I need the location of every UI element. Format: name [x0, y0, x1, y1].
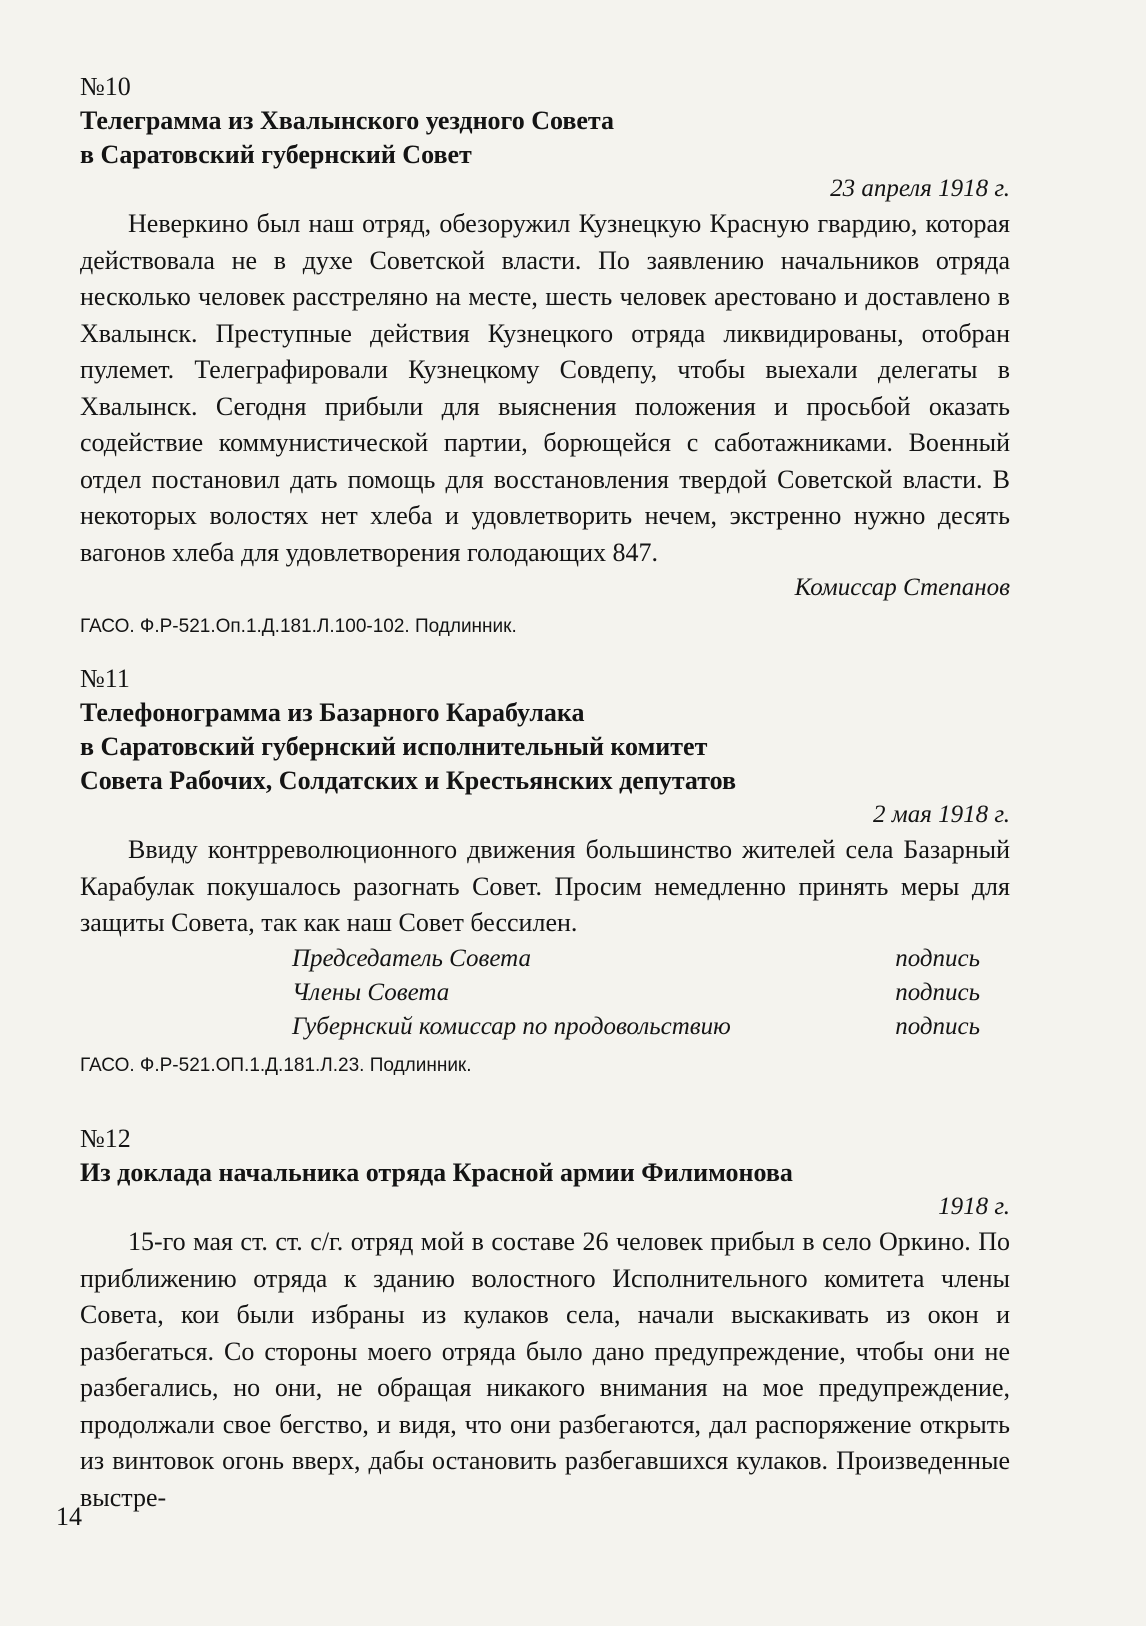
signature-row — [80, 976, 1010, 1010]
document-date: 23 апреля 1918 г. — [830, 175, 1010, 202]
document-title-line: Телеграмма из Хвалынского уездного Совета — [80, 106, 615, 135]
archive-source: ГАСО. Ф.Р-521.ОП.1.Д.181.Л.23. Подлинник. — [80, 1054, 472, 1076]
document-title-line: Телефонограмма из Базарного Карабулака — [80, 698, 585, 727]
document-number: №11 — [80, 664, 130, 693]
document-title-line: в Саратовский губернский Совет — [80, 140, 472, 169]
signature-mark: подпись — [895, 978, 980, 1006]
signature-role: Члены Совета — [292, 978, 450, 1006]
page-number: 14 — [56, 1502, 82, 1531]
document-number: №10 — [80, 72, 131, 101]
document-title-line: Из доклада начальника отряда Красной армии Филимонова — [80, 1158, 793, 1187]
document-number: №12 — [80, 1124, 131, 1153]
archive-source: ГАСО. Ф.Р-521.Оп.1.Д.181.Л.100-102. Подлинник. — [80, 616, 517, 637]
signature-role: Губернский комиссар по продовольствию — [292, 1012, 731, 1040]
document-date: 1918 г. — [938, 1193, 1010, 1220]
document-12 — [80, 1122, 1010, 1516]
document-11 — [80, 662, 1010, 1080]
signature-row — [80, 942, 1010, 976]
document-10 — [80, 70, 1010, 641]
signature-mark: подпись — [895, 944, 980, 972]
document-body: 15-го мая ст. ст. с/г. отряд мой в составе 26 человек прибыл в село Оркино. По приближению отряда к зданию волостного Исполнительного комитета члены Совета, кои были избраны из кулаков села, начали выскакивать из окон и разбегаться. Со стороны моего отряда было дано предупреждение, чтобы они не разбегались, но они, не обращая никакого внимания на мое предупреждение, продолжали свое бегство, и видя, что они разбегаются, дал распоряжение открыть из винтовок огонь вверх, дабы остановить разбегавшихся кулаков. Произведенные выстре- — [80, 1227, 1010, 1512]
document-date: 2 мая 1918 г. — [873, 801, 1010, 828]
signature-row — [80, 1010, 1010, 1044]
document-body: Ввиду контрреволюционного движения большинство жителей села Базарный Карабулак покушалось разогнать Совет. Просим немедленно принять меры для защиты Совета, так как наш Совет бессилен. — [80, 835, 1010, 937]
signature-role: Председатель Совета — [292, 944, 531, 972]
document-body: Неверкино был наш отряд, обезоружил Кузнецкую Красную гвардию, которая действовала не в духе Советской власти. По заявлению начальников отряда несколько человек расстреляно на месте, шесть человек арестовано и доставлено в Хвалынск. Преступные действия Кузнецкого отряда ликвидированы, отобран пулемет. Телеграфировали Кузнецкому Совдепу, чтобы выехали делегаты в Хвалынск. Сегодня прибыли для выяснения положения и просьбой оказать содействие коммунистической партии, борющейся с саботажниками. Военный отдел постановил дать помощь для восстановления твердой Советской власти. В некоторых волостях нет хлеба и удовлетворить нечем, экстренно нужно десять вагонов хлеба для удовлетворения голодающих 847. — [80, 209, 1010, 567]
document-title-line: Совета Рабочих, Солдатских и Крестьянских депутатов — [80, 766, 737, 795]
signature-mark: подпись — [895, 1012, 980, 1040]
document-title-line: в Саратовский губернский исполнительный комитет — [80, 732, 708, 761]
document-signature: Комиссар Степанов — [794, 574, 1010, 601]
